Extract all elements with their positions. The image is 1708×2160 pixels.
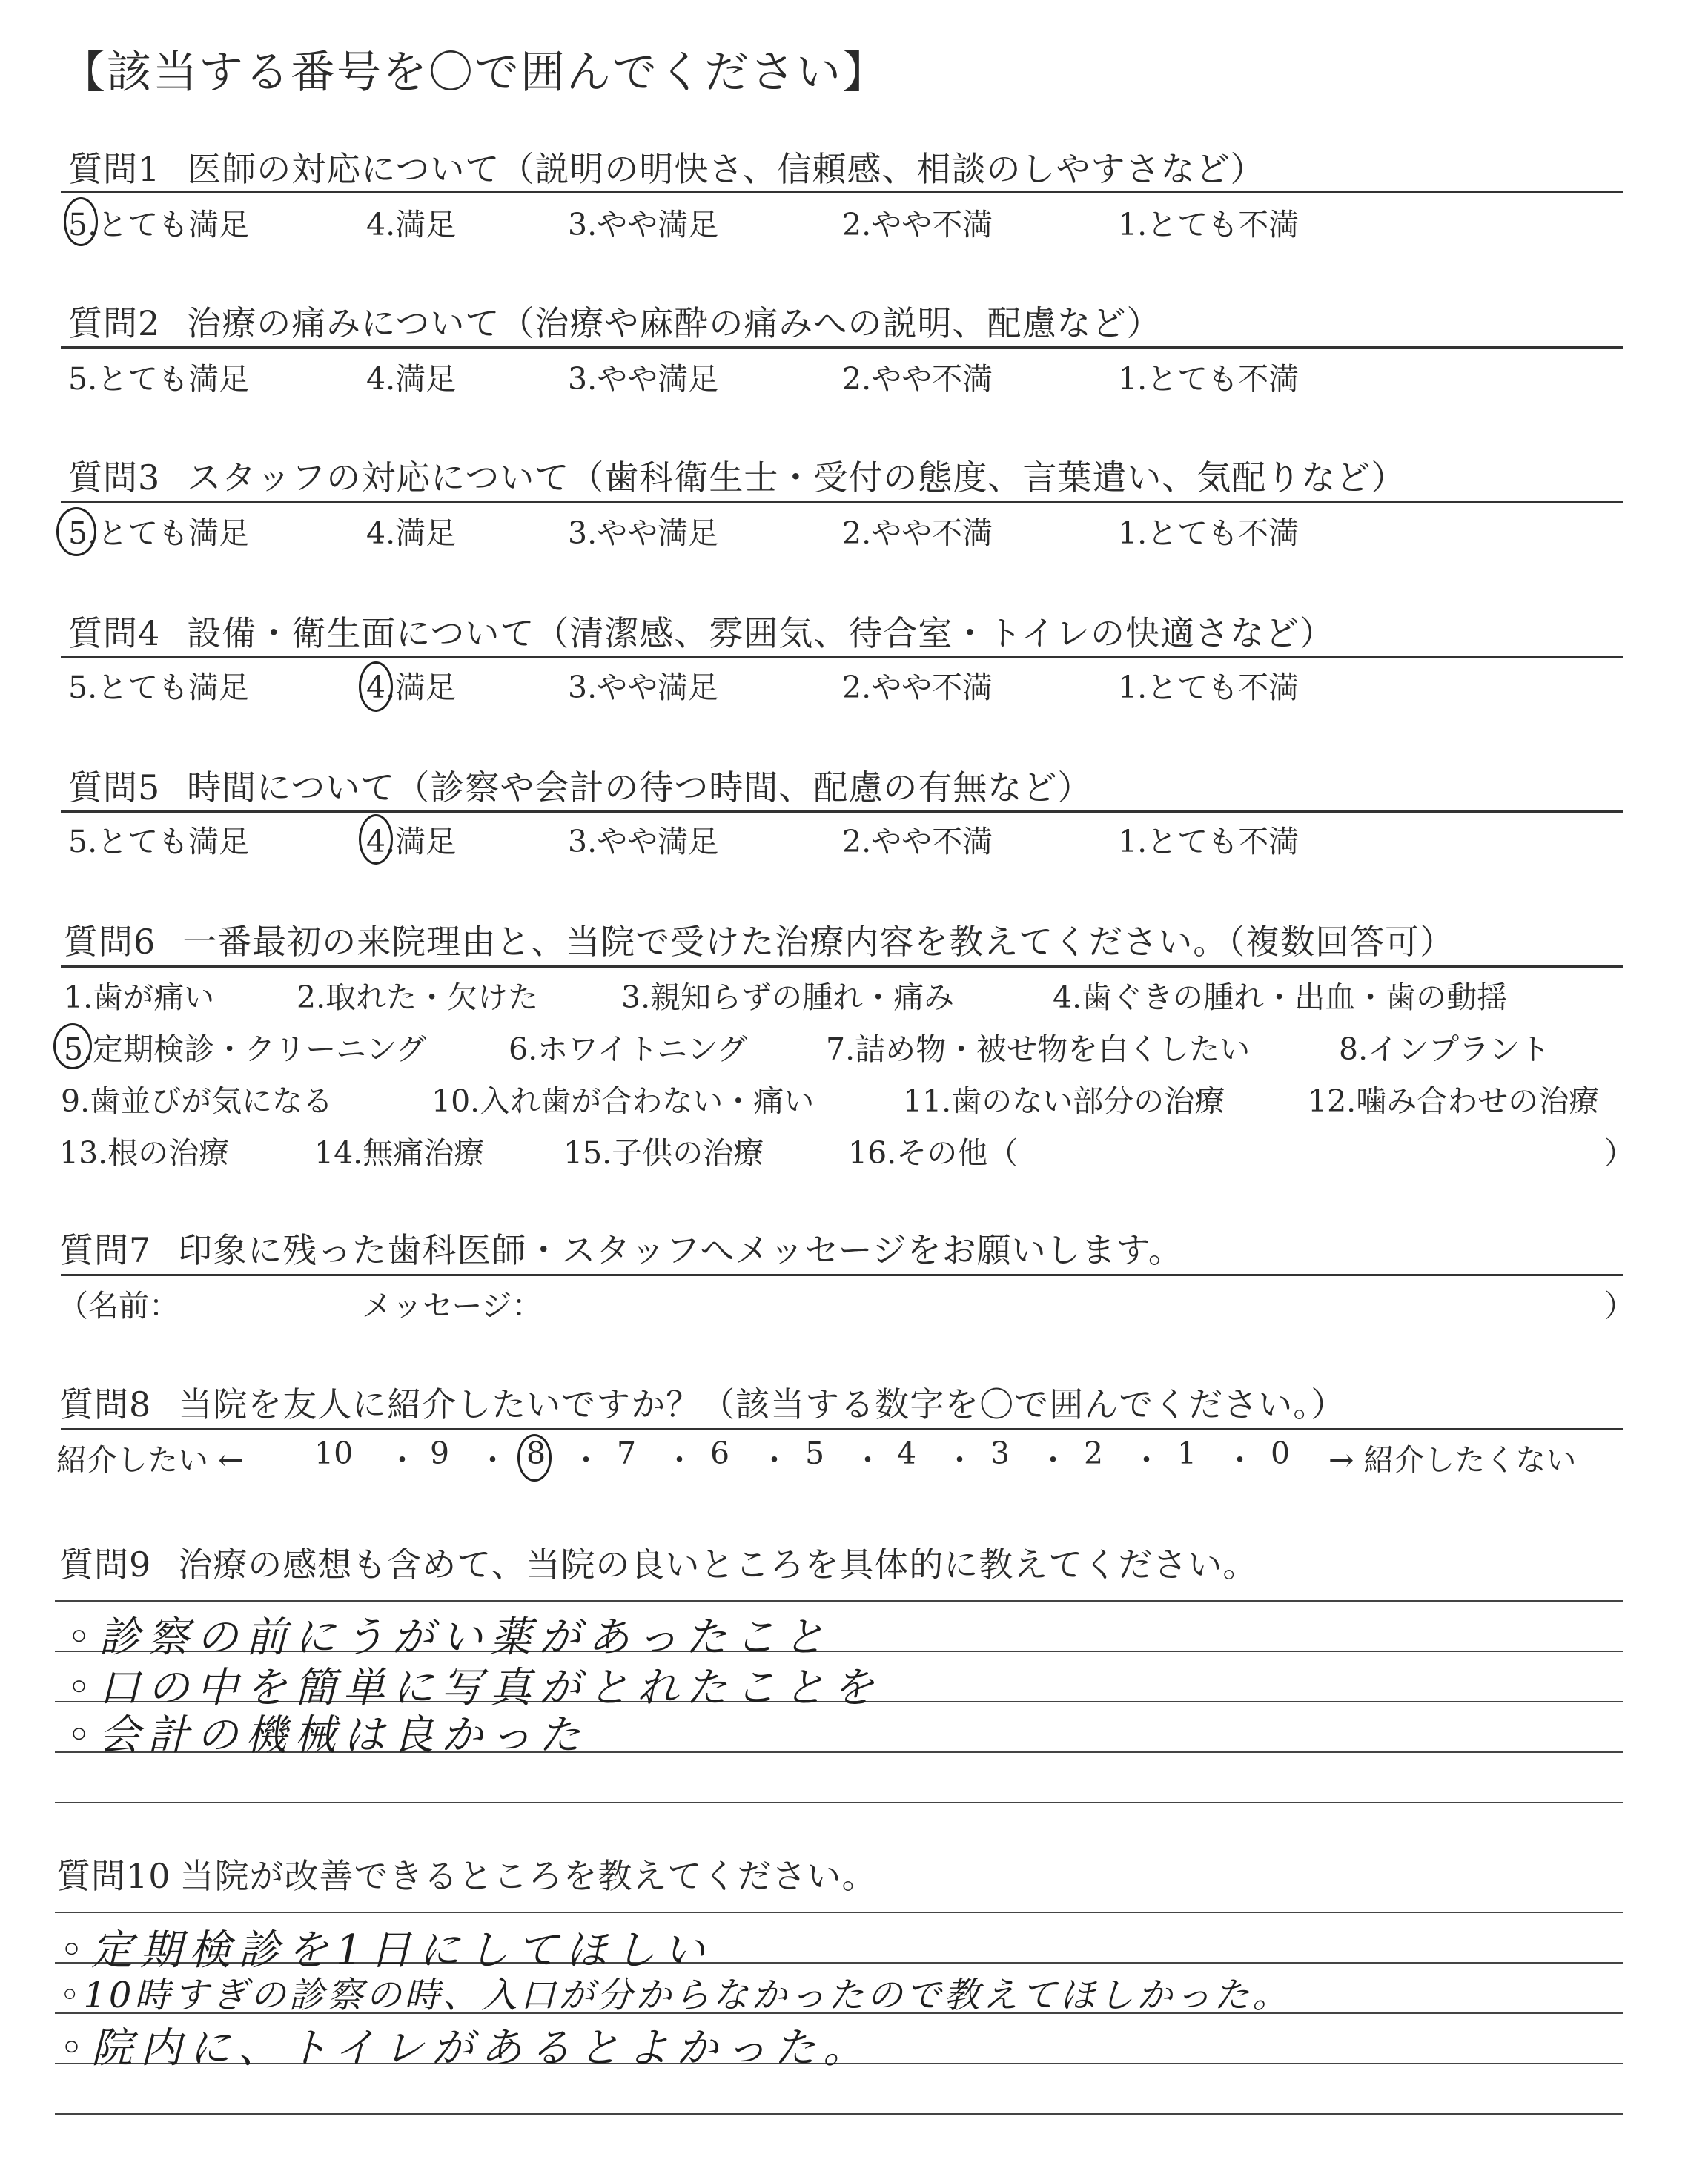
q8-sep: ・ xyxy=(759,1442,790,1478)
q10-line xyxy=(55,1912,1623,1913)
q3-title: スタッフの対応について（歯科衛生士・受付の態度、言葉遣い、気配りなど） xyxy=(187,458,1406,498)
q8-scale-1[interactable]: 1 xyxy=(1177,1436,1197,1471)
q1-option-3[interactable]: 3.やや満足 xyxy=(568,207,719,242)
q5-rule xyxy=(61,810,1623,813)
q4-title-row xyxy=(68,607,1334,655)
q8-scale-5[interactable]: 5 xyxy=(805,1436,825,1471)
q1-rule xyxy=(61,191,1623,193)
q8-sep: ・ xyxy=(387,1442,417,1478)
q10-line xyxy=(55,2113,1623,2115)
q2-option-1[interactable]: 1.とても不満 xyxy=(1118,361,1300,397)
q9-answer-3: ◦会計の機械は良かった xyxy=(67,1711,589,1760)
q9-number: 質問9 xyxy=(59,1545,152,1585)
q3-number: 質問3 xyxy=(68,458,161,498)
q6-option-15[interactable]: 15.子供の治療 xyxy=(563,1135,764,1171)
q1-selection-circle xyxy=(64,197,98,246)
q8-sep: ・ xyxy=(571,1442,601,1478)
q6-option-8[interactable]: 8.インプラント xyxy=(1339,1031,1551,1067)
q6-option-7[interactable]: 7.詰め物・被せ物を白くしたい xyxy=(826,1031,1251,1067)
q1-number: 質問1 xyxy=(68,149,161,189)
q8-left-label: 紹介したい ← xyxy=(56,1442,244,1478)
q6-option-10[interactable]: 10.入れ歯が合わない・痛い xyxy=(431,1083,815,1119)
q3-title-row xyxy=(68,451,1406,500)
q8-scale-0[interactable]: 0 xyxy=(1271,1436,1291,1471)
q3-option-1[interactable]: 1.とても不満 xyxy=(1118,515,1300,551)
q4-selection-circle xyxy=(359,661,393,712)
q8-scale-3[interactable]: 3 xyxy=(990,1436,1010,1471)
q2-option-3[interactable]: 3.やや満足 xyxy=(568,361,719,397)
q4-rule xyxy=(61,656,1623,658)
q4-option-1[interactable]: 1.とても不満 xyxy=(1118,670,1300,705)
q8-number: 質問8 xyxy=(59,1384,152,1424)
q8-scale-9[interactable]: 9 xyxy=(430,1436,450,1471)
q1-option-4[interactable]: 4.満足 xyxy=(366,207,457,242)
q7-close-paren: ） xyxy=(1604,1288,1635,1324)
q5-title-row xyxy=(68,761,1092,810)
q8-sep: ・ xyxy=(477,1442,508,1478)
q2-option-2[interactable]: 2.やや不満 xyxy=(842,361,993,397)
q7-title: 印象に残った歯科医師・スタッフへメッセージをお願いします。 xyxy=(178,1230,1183,1270)
q8-sep: ・ xyxy=(1131,1442,1162,1478)
q8-sep: ・ xyxy=(1225,1442,1255,1478)
q3-option-4[interactable]: 4.満足 xyxy=(366,515,457,551)
q7-number: 質問7 xyxy=(59,1230,152,1270)
q3-option-5[interactable]: 5.とても満足 xyxy=(68,515,250,551)
q1-option-2[interactable]: 2.やや不満 xyxy=(842,207,993,242)
q8-sep: ・ xyxy=(1038,1442,1068,1478)
q2-option-5[interactable]: 5.とても満足 xyxy=(68,361,250,397)
q10-answer-1: ◦定期検診を1日にしてほしい xyxy=(59,1926,712,1975)
q10-title: 当院が改善できるところを教えてください。 xyxy=(179,1856,877,1896)
q6-title: 一番最初の来院理由と、当院で受けた治療内容を教えてください。（複数回答可） xyxy=(182,922,1455,962)
q1-option-1[interactable]: 1.とても不満 xyxy=(1118,207,1300,242)
q3-option-2[interactable]: 2.やや不満 xyxy=(842,515,993,551)
q6-option-4[interactable]: 4.歯ぐきの腫れ・出血・歯の動揺 xyxy=(1053,980,1508,1015)
q8-scale-7[interactable]: 7 xyxy=(617,1436,637,1471)
q8-sep: ・ xyxy=(664,1442,695,1478)
q5-title: 時間について（診察や会計の待つ時間、配慮の有無など） xyxy=(187,767,1093,807)
q9-answer-2: ◦口の中を簡単に写真がとれたことを xyxy=(67,1664,882,1712)
q6-option-9[interactable]: 9.歯並びが気になる xyxy=(61,1083,334,1119)
q10-number: 質問10 xyxy=(56,1856,171,1896)
q5-option-1[interactable]: 1.とても不満 xyxy=(1118,824,1300,859)
q10-title-row xyxy=(56,1849,877,1898)
q3-option-3[interactable]: 3.やや満足 xyxy=(568,515,719,551)
q4-option-2[interactable]: 2.やや不満 xyxy=(842,670,993,705)
q8-selection-circle xyxy=(517,1434,552,1482)
q9-answer-1: ◦診察の前にうがい薬があったこと xyxy=(67,1614,833,1662)
q6-title-row xyxy=(64,915,1454,964)
q4-number: 質問4 xyxy=(68,613,161,653)
q8-title: 当院を友人に紹介したいですか？（該当する数字を〇で囲んでください。） xyxy=(178,1384,1346,1424)
q5-selection-circle xyxy=(359,814,393,865)
q6-number: 質問6 xyxy=(64,922,156,962)
q6-option-12[interactable]: 12.噛み合わせの治療 xyxy=(1308,1083,1600,1119)
q5-option-4[interactable]: 4.満足 xyxy=(366,824,457,859)
q8-scale-8[interactable]: 8 xyxy=(526,1436,546,1471)
q8-rule xyxy=(61,1428,1623,1430)
q8-title-row xyxy=(59,1378,1345,1427)
q5-option-5[interactable]: 5.とても満足 xyxy=(68,824,250,859)
q3-rule xyxy=(61,501,1623,503)
q10-answer-2: ◦10時すぎの診察の時、入口が分からなかったので教えてほしかった。 xyxy=(59,1975,1291,2016)
q6-option-11[interactable]: 11.歯のない部分の治療 xyxy=(903,1083,1225,1119)
q1-title: 医師の対応について（説明の明快さ、信頼感、相談のしやすさなど） xyxy=(187,149,1265,189)
q6-option-6[interactable]: 6.ホワイトニング xyxy=(509,1031,748,1067)
q4-title: 設備・衛生面について（清潔感、雰囲気、待合室・トイレの快適さなど） xyxy=(187,613,1335,653)
q2-option-4[interactable]: 4.満足 xyxy=(366,361,457,397)
q6-option-14[interactable]: 14.無痛治療 xyxy=(314,1135,485,1171)
q4-option-3[interactable]: 3.やや満足 xyxy=(568,670,719,705)
q5-option-3[interactable]: 3.やや満足 xyxy=(568,824,719,859)
q7-rule xyxy=(61,1274,1623,1276)
q8-scale-10[interactable]: 10 xyxy=(314,1436,354,1471)
q10-answer-3: ◦院内に、トイレがあるとよかった。 xyxy=(59,2024,873,2073)
q1-title-row xyxy=(68,142,1265,191)
q6-rule xyxy=(61,965,1623,968)
page-header: 【該当する番号を〇で囲んでください】 xyxy=(61,47,888,99)
q2-number: 質問2 xyxy=(68,303,161,343)
q8-scale-2[interactable]: 2 xyxy=(1084,1436,1104,1471)
q9-line xyxy=(55,1600,1623,1602)
q7-message-label: メッセージ： xyxy=(362,1288,543,1324)
q7-title-row xyxy=(59,1223,1183,1272)
q6-option-3[interactable]: 3.親知らずの腫れ・痛み xyxy=(621,980,955,1015)
q9-title-row xyxy=(59,1538,1257,1587)
q6-other-close-paren: ） xyxy=(1604,1135,1635,1171)
q8-sep: ・ xyxy=(944,1442,975,1478)
q2-title: 治療の痛みについて（治療や麻酔の痛みへの説明、配慮など） xyxy=(187,303,1162,343)
q7-name-label: （名前： xyxy=(58,1288,179,1324)
q9-line xyxy=(55,1802,1623,1803)
q4-option-4[interactable]: 4.満足 xyxy=(366,670,457,705)
q8-sep: ・ xyxy=(853,1442,883,1478)
q6-option-1[interactable]: 1.歯が痛い xyxy=(64,980,215,1015)
q6-option-16[interactable]: 16.その他（ xyxy=(848,1135,1019,1171)
q6-option-13[interactable]: 13.根の治療 xyxy=(59,1135,230,1171)
q2-rule xyxy=(61,346,1623,349)
q6-option-2[interactable]: 2.取れた・欠けた xyxy=(297,980,539,1015)
q8-right-label: → 紹介したくない xyxy=(1328,1442,1577,1478)
q3-selection-circle xyxy=(56,507,96,556)
q2-title-row xyxy=(68,297,1161,346)
q4-option-5[interactable]: 5.とても満足 xyxy=(68,670,250,705)
q5-number: 質問5 xyxy=(68,767,161,807)
q9-title: 治療の感想も含めて、当院の良いところを具体的に教えてください。 xyxy=(178,1545,1258,1585)
q8-scale-4[interactable]: 4 xyxy=(897,1436,917,1471)
q6-selection-circle xyxy=(53,1023,92,1069)
q1-option-5[interactable]: 5.とても満足 xyxy=(68,207,250,242)
q6-option-5[interactable]: 5.定期検診・クリーニング xyxy=(64,1031,427,1067)
q5-option-2[interactable]: 2.やや不満 xyxy=(842,824,993,859)
q8-scale-6[interactable]: 6 xyxy=(710,1436,730,1471)
